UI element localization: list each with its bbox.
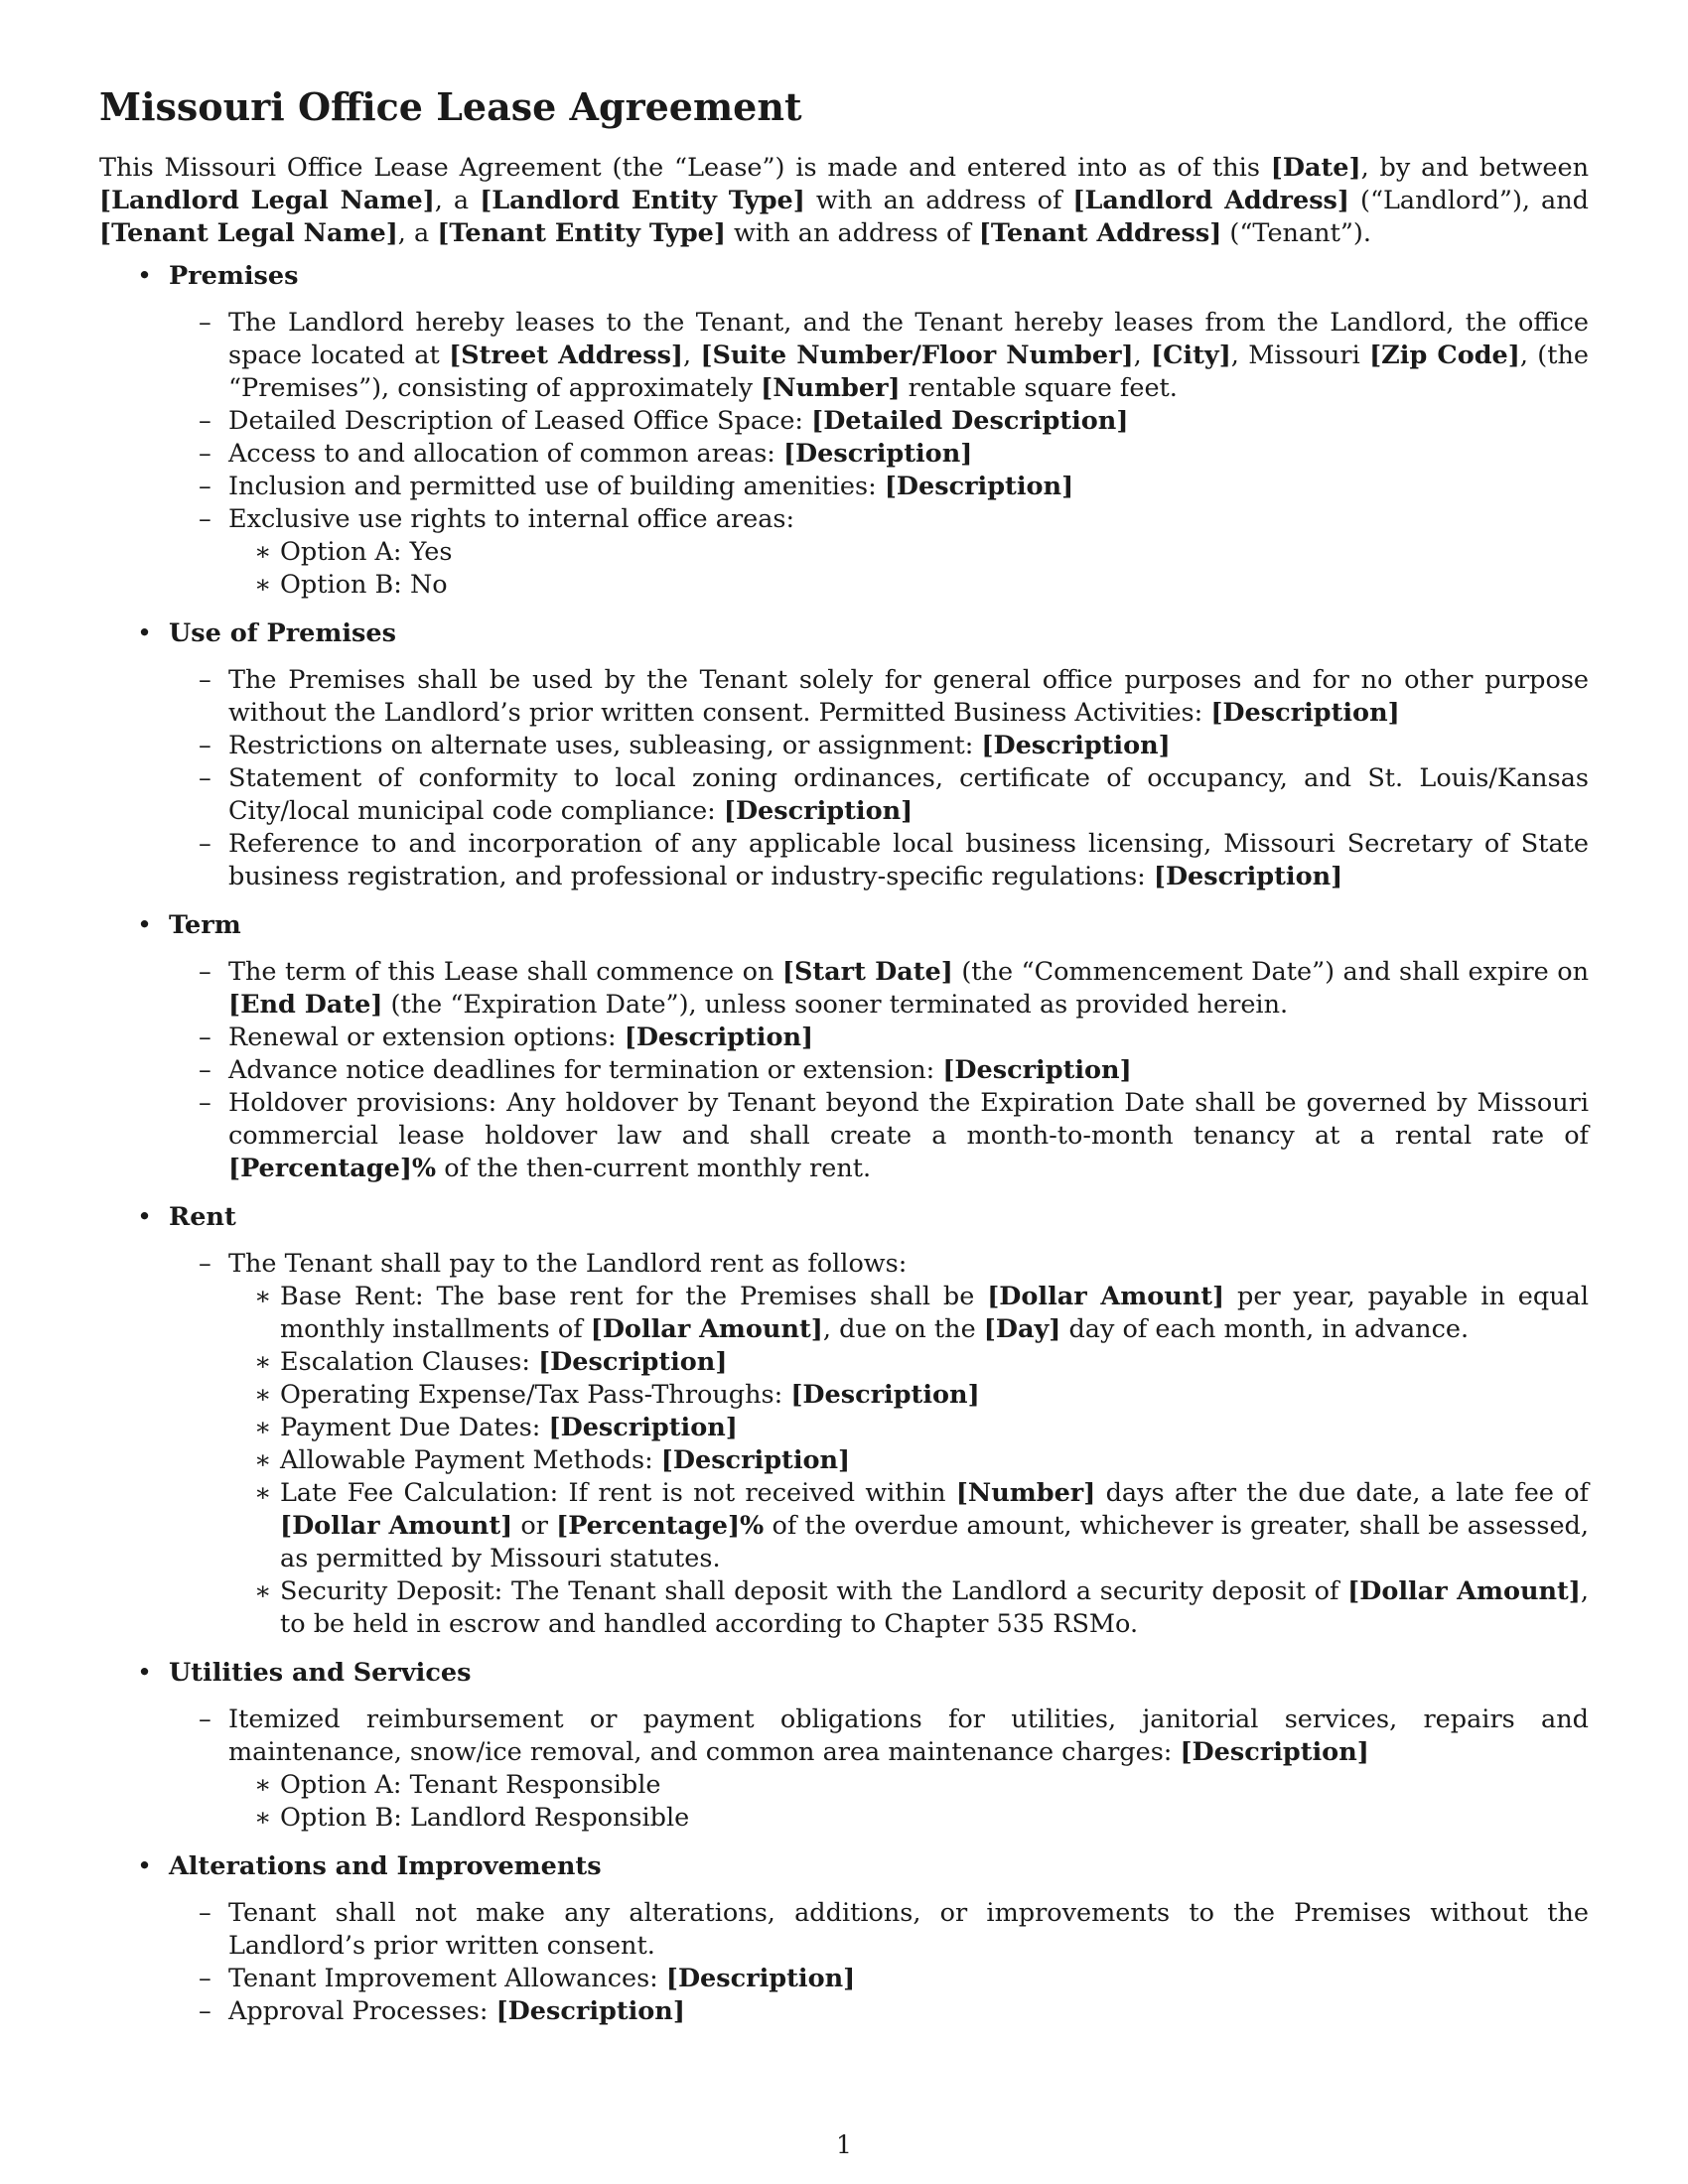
rent-base: ∗ Base Rent: The base rent for the Premises shall be [Dollar Amount] per year, payable in equal monthly installments of [Dollar Amount], due on the [Day] day of each month, in advance. bbox=[228, 1281, 1589, 1346]
list-item: – Exclusive use rights to internal office areas: ∗ Option A: Yes ∗ Option B: No bbox=[169, 503, 1589, 602]
list-item: – Restrictions on alternate uses, subleasing, or assignment: [Description] bbox=[169, 730, 1589, 762]
section-title: • Utilities and Services bbox=[169, 1658, 472, 1688]
list-item: – The Tenant shall pay to the Landlord rent as follows: ∗ Base Rent: The base rent for the Premises shall be [Dollar Amount] per year, payable in equal monthly installments of [Dollar Amount], due on the [Day] day of each month, in advance. ∗ Escalation Clauses: [Description] ∗ Operating Expense/Tax Pass-Throughs: [Description] ∗ Payment Due Dates: [Description] ∗ Allowable Payment Methods: [Description] ∗ Late Fee Calculation: If rent is not received within [Number] days after the due date, a late fee of [Dollar Amount] or [Percentage]% of the overdue amount, whichever is greater, shall be assessed, as permitted by Missouri statutes. ∗ Security Deposit: The Tenant shall deposit with the Landlord a security deposit of [Dollar Amount], to be held in escrow and handled according to Chapter 535 RSMo. bbox=[169, 1248, 1589, 1641]
option-item: ∗ Option B: Landlord Responsible bbox=[228, 1802, 1589, 1835]
list-item: – Approval Processes: [Description] bbox=[169, 1995, 1589, 2028]
rent-payment-methods: ∗ Allowable Payment Methods: [Description] bbox=[228, 1444, 1589, 1477]
option-item: ∗ Option B: No bbox=[228, 569, 1589, 602]
placeholder-landlord-entity: [Landlord Entity Type] bbox=[480, 186, 805, 215]
section-term bbox=[99, 909, 1589, 1185]
placeholder-landlord-name: [Landlord Legal Name] bbox=[99, 186, 435, 215]
placeholder-tenant-entity: [Tenant Entity Type] bbox=[437, 218, 726, 248]
section-utilities bbox=[99, 1657, 1589, 1835]
section-premises bbox=[99, 260, 1589, 602]
section-title: • Alterations and Improvements bbox=[169, 1851, 602, 1881]
placeholder-tenant-name: [Tenant Legal Name] bbox=[99, 218, 398, 248]
list-item: – Holdover provisions: Any holdover by Tenant beyond the Expiration Date shall be governed by Missouri commercial lease holdover law and shall create a month-to-month tenancy at a rental rate of [Percentage]% of the then-current monthly rent. bbox=[169, 1087, 1589, 1185]
page-number: 1 bbox=[836, 2130, 852, 2159]
document-title: Missouri Office Lease Agreement bbox=[99, 84, 802, 129]
section-title: • Term bbox=[169, 910, 241, 940]
list-item: – Tenant shall not make any alterations, additions, or improvements to the Premises without the Landlord’s prior written consent. bbox=[169, 1897, 1589, 1963]
intro-paragraph: This Missouri Office Lease Agreement (the “Lease”) is made and entered into as of this [Date], by and between [Landlord Legal Name], a [Landlord Entity Type] with an address of [Landlord Address] (“Landlord”), and [Tenant Legal Name], a [Tenant Entity Type] with an address of [Tenant Address] (“Tenant”). bbox=[99, 153, 1589, 248]
list-item: – Renewal or extension options: [Description] bbox=[169, 1022, 1589, 1054]
list-item: – Reference to and incorporation of any applicable local business licensing, Missouri Secretary of State business registration, and professional or industry-specific regulations: [Description] bbox=[169, 828, 1589, 893]
rent-opex: ∗ Operating Expense/Tax Pass-Throughs: [Description] bbox=[228, 1379, 1589, 1412]
list-item: – Inclusion and permitted use of building amenities: [Description] bbox=[169, 471, 1589, 503]
list-item: – Advance notice deadlines for termination or extension: [Description] bbox=[169, 1054, 1589, 1087]
option-item: ∗ Option A: Yes bbox=[228, 536, 1589, 569]
list-item: – The Premises shall be used by the Tenant solely for general office purposes and for no other purpose without the Landlord’s prior written consent. Permitted Business Activities: [Description] bbox=[169, 664, 1589, 730]
rent-due-dates: ∗ Payment Due Dates: [Description] bbox=[228, 1412, 1589, 1444]
section-list bbox=[99, 260, 1589, 2028]
rent-late-fee: ∗ Late Fee Calculation: If rent is not received within [Number] days after the due date, a late fee of [Dollar Amount] or [Percentage]% of the overdue amount, whichever is greater, shall be assessed, as permitted by Missouri statutes. bbox=[228, 1477, 1589, 1575]
section-alterations bbox=[99, 1850, 1589, 2028]
list-item: – Detailed Description of Leased Office Space: [Detailed Description] bbox=[169, 405, 1589, 438]
placeholder-landlord-address: [Landlord Address] bbox=[1072, 186, 1349, 215]
list-item: – The term of this Lease shall commence on [Start Date] (the “Commencement Date”) and shall expire on [End Date] (the “Expiration Date”), unless sooner terminated as provided herein. bbox=[169, 956, 1589, 1022]
document-page bbox=[99, 84, 1589, 2044]
rent-security-deposit: ∗ Security Deposit: The Tenant shall deposit with the Landlord a security deposit of [Dollar Amount], to be held in escrow and handled according to Chapter 535 RSMo. bbox=[228, 1575, 1589, 1641]
list-item: – Statement of conformity to local zoning ordinances, certificate of occupancy, and St. Louis/Kansas City/local municipal code compliance: [Description] bbox=[169, 762, 1589, 828]
list-item: – The Landlord hereby leases to the Tenant, and the Tenant hereby leases from the Landlord, the office space located at [Street Address], [Suite Number/Floor Number], [City], Missouri [Zip Code], (the “Premises”), consisting of approximately [Number] rentable square feet. bbox=[169, 307, 1589, 405]
placeholder-tenant-address: [Tenant Address] bbox=[978, 218, 1222, 248]
option-item: ∗ Option A: Tenant Responsible bbox=[228, 1769, 1589, 1802]
section-title: • Premises bbox=[169, 261, 299, 291]
rent-escalation: ∗ Escalation Clauses: [Description] bbox=[228, 1346, 1589, 1379]
section-rent bbox=[99, 1201, 1589, 1641]
list-item: – Itemized reimbursement or payment obligations for utilities, janitorial services, repairs and maintenance, snow/ice removal, and common area maintenance charges: [Description] ∗ Option A: Tenant Responsible ∗ Option B: Landlord Responsible bbox=[169, 1704, 1589, 1835]
section-title: • Rent bbox=[169, 1202, 236, 1232]
placeholder-date: [Date] bbox=[1270, 153, 1361, 183]
section-use-of-premises bbox=[99, 617, 1589, 893]
list-item: – Access to and allocation of common areas: [Description] bbox=[169, 438, 1589, 471]
section-title: • Use of Premises bbox=[169, 618, 396, 648]
list-item: – Tenant Improvement Allowances: [Description] bbox=[169, 1963, 1589, 1995]
